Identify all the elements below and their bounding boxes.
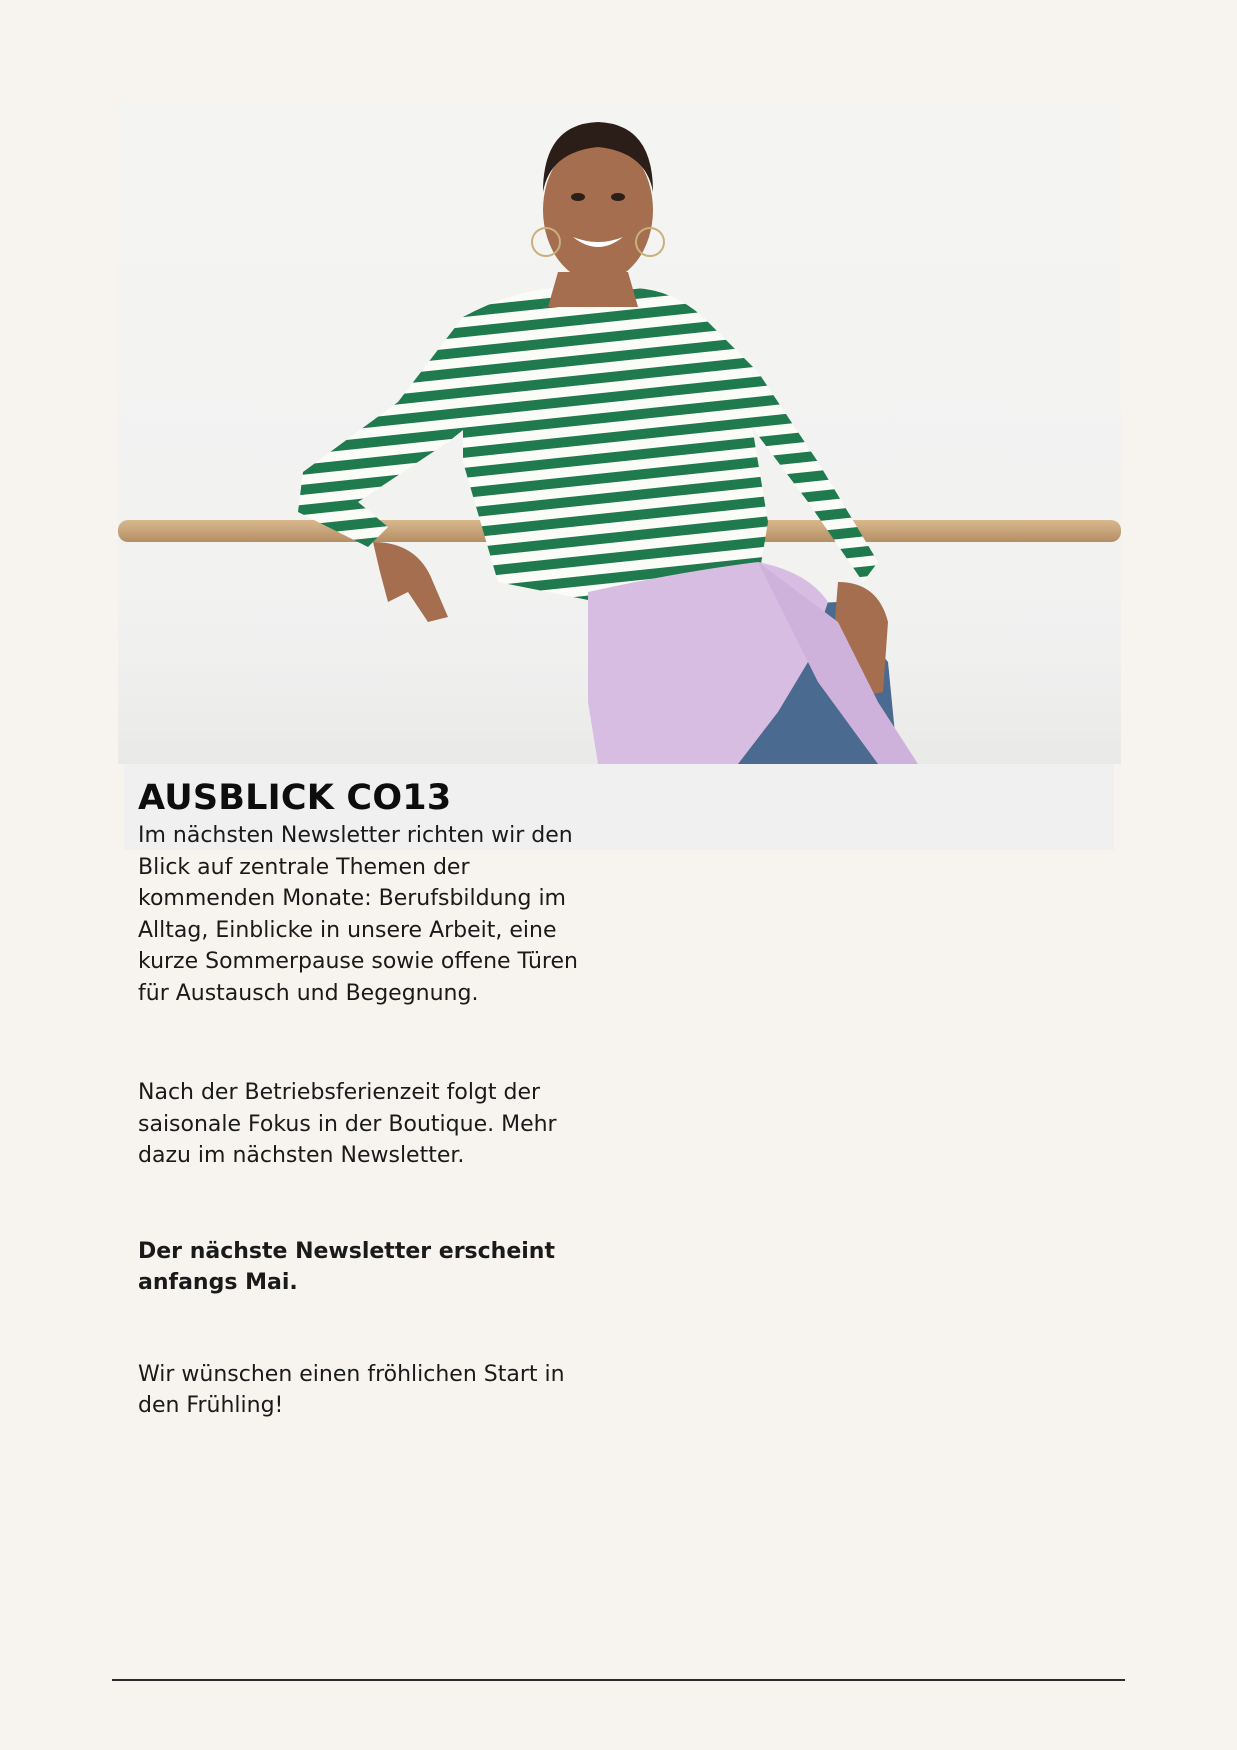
section-title: AUSBLICK CO13 (138, 778, 452, 818)
footer-divider (112, 1679, 1125, 1681)
outlook-section (138, 776, 598, 1422)
intro-paragraph: Im nächsten Newsletter richten wir den Blick auf zentrale Themen der kommenden Monate: Berufsbildung im Alltag, Einblicke in unsere Arbeit, eine kurze Sommerpause sowie offene Türen für Austausch und Begegnung. (138, 823, 578, 1006)
boutique-paragraph: Nach der Betriebsferienzeit folgt der saisonale Fokus in der Boutique. Mehr dazu im nächsten Newsletter. (138, 1080, 557, 1168)
closing-greeting: Wir wünschen einen fröhlichen Start in den Frühling! (138, 1361, 565, 1418)
next-issue-notice: Der nächste Newsletter erscheint anfangs Mai. (138, 1238, 555, 1295)
hero-photo (118, 102, 1121, 764)
